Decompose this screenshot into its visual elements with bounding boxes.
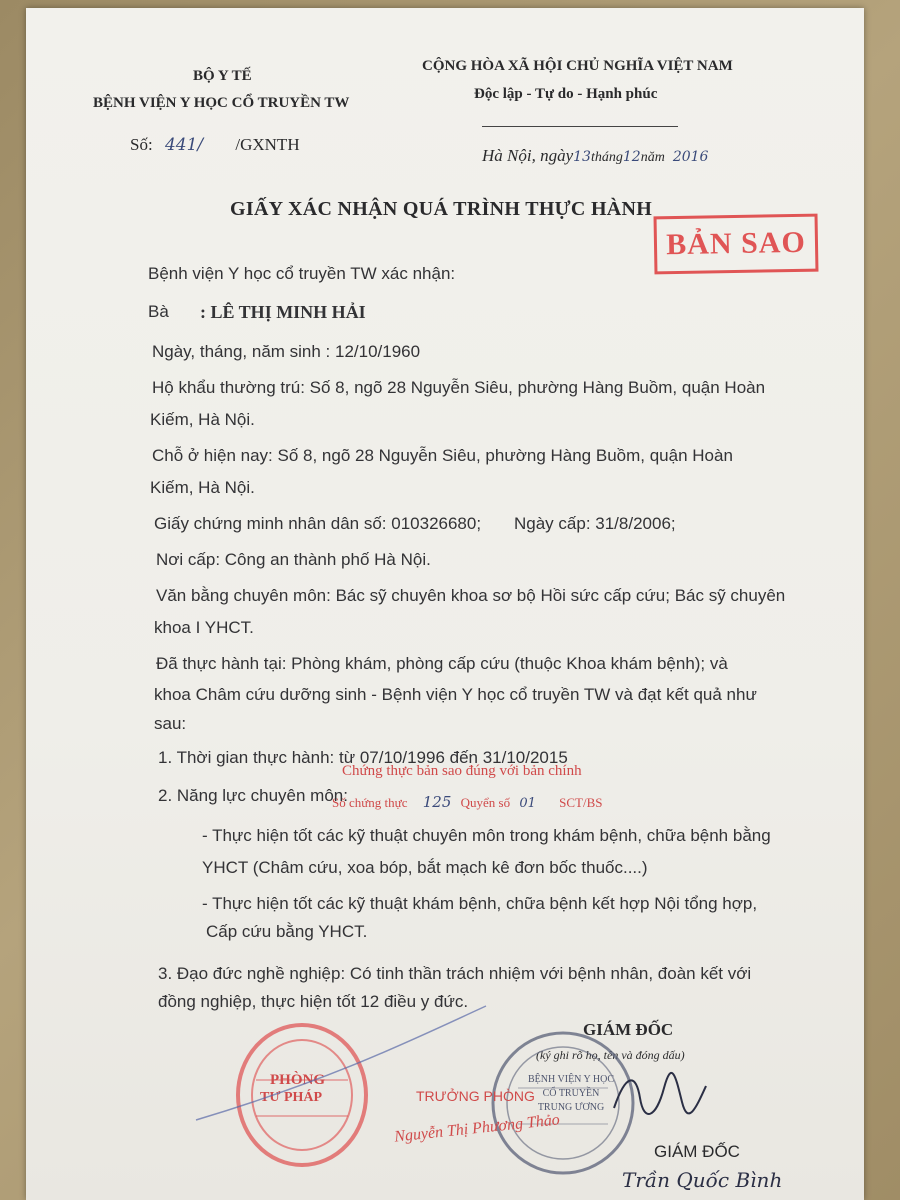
document-title: GIẤY XÁC NHẬN QUÁ TRÌNH THỰC HÀNH (230, 198, 653, 220)
number-suffix: /GXNTH (235, 135, 300, 154)
date-month-label: tháng (590, 150, 623, 165)
number-label: Số: (130, 135, 153, 154)
number-value: 441/ (164, 135, 204, 155)
certify-stamp-line-1: Chứng thực bản sao đúng với bản chính (342, 763, 582, 779)
practice-line-3: sau: (154, 714, 187, 733)
item-2a-line-1: - Thực hiện tốt các kỹ thuật chuyên môn trong khám bệnh, chữa bệnh bằng (202, 826, 771, 845)
director-name: Trần Quốc Bình (622, 1168, 783, 1192)
item-2b-line-1: - Thực hiện tốt các kỹ thuật khám bệnh, chữa bệnh kết hợp Nội tổng hợp, (202, 894, 758, 913)
practice-line-2: khoa Châm cứu dưỡng sinh - Bệnh viện Y học cổ truyền TW và đạt kết quả như (154, 685, 757, 704)
degree-line-2: khoa I YHCT. (154, 618, 254, 637)
country-name: CỘNG HÒA XÃ HỘI CHỦ NGHĨA VIỆT NAM (422, 58, 733, 74)
certify-stamp-line-2 (332, 793, 603, 811)
director-title-2: GIÁM ĐỐC (654, 1142, 740, 1161)
intro-line: Bệnh viện Y học cổ truyền TW xác nhận: (148, 264, 456, 283)
name-value: : LÊ THỊ MINH HẢI (200, 302, 366, 322)
current-address-line-1: Chỗ ở hiện nay: Số 8, ngõ 28 Nguyễn Siêu, phường Hàng Buồm, quận Hoàn (152, 446, 733, 465)
certify-book-suffix: SCT/BS (559, 795, 603, 810)
justice-office-role: TRƯỞNG PHÒNG (416, 1088, 535, 1104)
id-issued-by: Nơi cấp: Công an thành phố Hà Nội. (156, 550, 431, 569)
certify-book-number: 01 (519, 796, 536, 811)
national-motto: Độc lập - Tự do - Hạnh phúc (474, 86, 658, 102)
item-1-duration: 1. Thời gian thực hành: từ 07/10/1996 đến 31/10/2015 (158, 748, 568, 767)
dob-line: Ngày, tháng, năm sinh : 12/10/1960 (152, 342, 421, 361)
certify-number: 125 (422, 793, 452, 811)
date-prefix: Hà Nội, ngày (482, 146, 574, 165)
name-label: Bà (148, 302, 169, 321)
document-number (130, 135, 300, 155)
justice-office-signer: Nguyễn Thị Phương Thảo (393, 1111, 561, 1146)
director-signature-icon (606, 1068, 716, 1128)
ink-stroke-icon (176, 998, 496, 1128)
item-2-heading: 2. Năng lực chuyên môn: (158, 786, 348, 805)
justice-seal-text-1: PHÒNG (270, 1072, 325, 1088)
practice-line-1: Đã thực hành tại: Phòng khám, phòng cấp cứu (thuộc Khoa khám bệnh); và (156, 654, 728, 673)
signature-note: (ký ghi rõ họ, tên và đóng dấu) (536, 1048, 685, 1062)
certify-number-label: Số chứng thực (332, 795, 408, 810)
motto-underline (482, 126, 678, 127)
item-3-line-1: 3. Đạo đức nghề nghiệp: Có tinh thần trách nhiệm với bệnh nhân, đoàn kết với (158, 964, 752, 983)
ministry-name: BỘ Y TẾ (193, 68, 252, 84)
director-title: GIÁM ĐỐC (583, 1020, 674, 1039)
justice-seal-text-2: TƯ PHÁP (260, 1090, 323, 1105)
item-3-line-2: đồng nghiệp, thực hiện tốt 12 điều y đức. (158, 992, 469, 1011)
current-address-line-2: Kiếm, Hà Nội. (150, 478, 255, 497)
date-year-label: năm (640, 150, 665, 165)
seal-text: BỆNH VIỆN Y HỌC CỔ TRUYỀN TRUNG ƯƠNG (527, 1074, 614, 1113)
item-2a-line-2: YHCT (Châm cứu, xoa bóp, bắt mạch kê đơn bốc thuốc....) (202, 858, 648, 877)
hospital-name: BỆNH VIỆN Y HỌC CỔ TRUYỀN TW (93, 95, 350, 111)
copy-stamp: BẢN SAO (654, 214, 819, 275)
id-card-number: Giấy chứng minh nhân dân số: 010326680; (154, 514, 482, 533)
degree-line-1: Văn bằng chuyên môn: Bác sỹ chuyên khoa sơ bộ Hồi sức cấp cứu; Bác sỹ chuyên (156, 586, 786, 605)
residence-line-2: Kiếm, Hà Nội. (150, 410, 255, 429)
id-card-date: Ngày cấp: 31/8/2006; (514, 514, 676, 533)
certify-book-label: Quyển số (460, 795, 511, 810)
residence-line-1: Hộ khẩu thường trú: Số 8, ngõ 28 Nguyễn Siêu, phường Hàng Buồm, quận Hoàn (152, 378, 766, 397)
document-page (26, 8, 864, 1200)
date-month: 12 (622, 149, 641, 165)
date-day: 13 (573, 149, 591, 165)
document-date (482, 146, 708, 166)
date-year: 2016 (672, 149, 709, 165)
item-2b-line-2: Cấp cứu bằng YHCT. (206, 922, 368, 941)
